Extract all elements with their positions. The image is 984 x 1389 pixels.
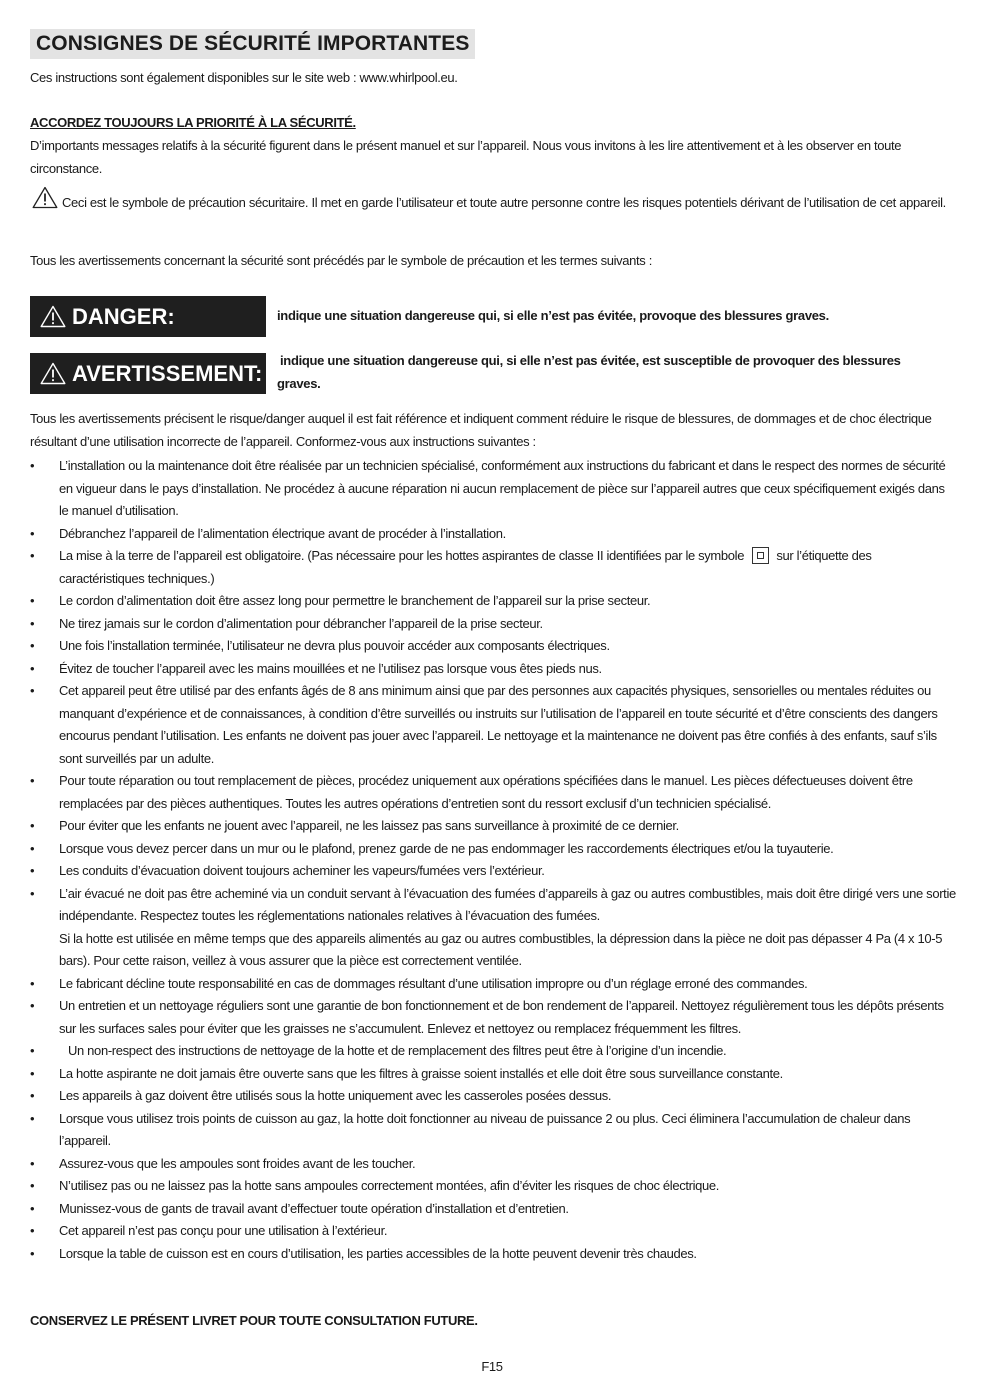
warnings-detail: Tous les avertissements précisent le risque/danger auquel il est fait référence et indiquent comment réduire le risque de blessures, de dommages et de choc électrique résultant d’une utilisation incorrecte de l’appareil. Conformez-vous aux instructions suivantes : — [30, 411, 932, 449]
avertissement-warning-icon — [40, 362, 66, 385]
danger-label-text: DANGER: — [72, 303, 175, 329]
safety-instructions-list — [30, 455, 957, 1265]
avertissement-label-text: AVERTISSEMENT: — [72, 360, 263, 386]
danger-label — [30, 296, 266, 337]
list-item: • Évitez de toucher l’appareil avec les mains mouillées et ne l’utilisez pas lorsque vous êtes pieds nus. — [30, 660, 602, 676]
list-item: • Débranchez l’appareil de l’alimentation électrique avant de procéder à l’installation. — [30, 525, 506, 541]
list-item: • Le cordon d’alimentation doit être assez long pour permettre le branchement de l’appareil sur la prise secteur. — [30, 593, 651, 608]
avertissement-label — [30, 353, 266, 394]
list-item: • Un non-respect des instructions de nettoyage de la hotte et de remplacement des filtres peut être à l’origine d’un incendie. — [30, 1043, 727, 1058]
list-item: • Cet appareil peut être utilisé par des enfants âgés de 8 ans minimum ainsi que par des personnes aux capacités physiques, sensorielles ou mentales réduites ou manquant d’expérience et de connaissances, à condition d’être surveillés ou instruits sur l’utilisation de l’appareil en toute sécurité et d’être conscients des dangers encourus pendant l’utilisation. Les enfants ne doivent pas jouer avec l’appareil. Le nettoyage et la maintenance ne doivent pas être confiés à des enfants, sauf s’ils sont surveillés par un adulte. — [30, 683, 938, 766]
list-item: • Lorsque la table de cuisson est en cours d’utilisation, les parties accessibles de la hotte peuvent devenir très chaudes. — [30, 1245, 697, 1261]
priority-text: D’importants messages relatifs à la sécurité figurent dans le présent manuel et sur l’appareil. Nous vous invitons à les lire attentivement et à les observer en toute circonstance. — [30, 138, 902, 176]
symbol-text: Ceci est le symbole de précaution sécuritaire. Il met en garde l’utilisateur et toute autre personne contre les risques potentiels dérivant de l’utilisation de cet appareil. — [62, 195, 946, 210]
list-item: • Une fois l’installation terminée, l’utilisateur ne devra plus pouvoir accéder aux composants électriques. — [30, 638, 610, 653]
intro-text: Ces instructions sont également disponibles sur le site web : www.whirlpool.eu. — [30, 70, 458, 85]
list-item: • Le fabricant décline toute responsabilité en cas de dommages résultant d’une utilisation impropre ou d’un réglage erroné des commandes. — [30, 975, 808, 991]
class-ii-double-square-icon — [752, 547, 769, 564]
list-item: • Munissez-vous de gants de travail avant d’effectuer toute opération d’installation et d’entretien. — [30, 1200, 569, 1216]
list-item: • La mise à la terre de l’appareil est obligatoire. (Pas nécessaire pour les hottes aspirantes de classe II identifiées par le symbole sur l’étiquette des caractéristiques techniques.) — [30, 548, 872, 586]
list-item: • Lorsque vous utilisez trois points de cuisson au gaz, la hotte doit fonctionner au niveau de puissance 2 ou plus. Ceci éliminera l’accumulation de chaleur dans l’appareil. — [30, 1110, 911, 1148]
avertissement-description: indique une situation dangereuse qui, si elle n’est pas évitée, est susceptible de provoquer des blessures graves. — [277, 353, 901, 391]
list-item: • La hotte aspirante ne doit jamais être ouverte sans que les filtres à graisse soient installés et elle doit être sous surveillance constante. — [30, 1065, 783, 1081]
page-number: F15 — [481, 1359, 503, 1374]
warnings-intro: Tous les avertissements concernant la sécurité sont précédés par le symbole de précaution et les termes suivants : — [30, 253, 652, 268]
list-item: • L’air évacué ne doit pas être acheminé via un conduit servant à l’évacuation des fumées d’appareils à gaz ou autres combustibles, mais doit être dirigé vers une sortie indépendante. Respectez toutes les réglementations nationales relatives à l’évacuation des fumées. Si la hotte est utilisée en même temps que des appareils alimentés au gaz ou autres combustibles, la dépression dans la pièce ne doit pas dépasser 4 Pa (4 x 10-5 bars). Pour cette raison, veillez à vous assurer que la pièce est correctement ventilée. — [30, 885, 956, 968]
list-item: • Un entretien et un nettoyage réguliers sont une garantie de bon fonctionnement et de bon rendement de l’appareil. Nettoyez régulièrement tous les dépôts présents sur les surfaces sales pour éviter que les graisses ne s’accumulent. Enlevez et nettoyez ou remplacez fréquemment les filtres. — [30, 998, 944, 1036]
danger-description: indique une situation dangereuse qui, si elle n’est pas évitée, provoque des blessures graves. — [277, 308, 829, 323]
list-item: • Assurez-vous que les ampoules sont froides avant de les toucher. — [30, 1155, 416, 1171]
priority-heading: ACCORDEZ TOUJOURS LA PRIORITÉ À LA SÉCURITÉ. — [30, 115, 356, 130]
footer-note: CONSERVEZ LE PRÉSENT LIVRET POUR TOUTE CONSULTATION FUTURE. — [30, 1313, 478, 1328]
list-item: • Pour toute réparation ou tout remplacement de pièces, procédez uniquement aux opérations spécifiées dans le manuel. Les pièces défectueuses doivent être remplacées par des pièces authentiques. Toutes les autres opérations d’entretien sont du ressort exclusif d’un technicien spécialisé. — [30, 773, 913, 811]
list-item: • Les appareils à gaz doivent être utilisés sous la hotte uniquement avec les casseroles posées dessus. — [30, 1088, 612, 1103]
list-item: • Lorsque vous devez percer dans un mur ou le plafond, prenez garde de ne pas endommager les raccordements électriques et/ou la tuyauterie. — [30, 840, 834, 856]
list-item: • N’utilisez pas ou ne laissez pas la hotte sans ampoules correctement montées, afin d’éviter les risques de choc électrique. — [30, 1178, 720, 1193]
list-item: • Les conduits d’évacuation doivent toujours acheminer les vapeurs/fumées vers l’extérieur. — [30, 863, 545, 878]
danger-warning-icon — [40, 305, 66, 328]
list-item: • Ne tirez jamais sur le cordon d’alimentation pour débrancher l’appareil de la prise secteur. — [30, 615, 543, 631]
page-title: CONSIGNES DE SÉCURITÉ IMPORTANTES — [30, 29, 475, 59]
list-item: • Cet appareil n’est pas conçu pour une utilisation à l’extérieur. — [30, 1223, 388, 1238]
list-item: • Pour éviter que les enfants ne jouent avec l’appareil, ne les laissez pas sans surveillance à proximité de ce dernier. — [30, 818, 679, 833]
list-item: • L’installation ou la maintenance doit être réalisée par un technicien spécialisé, conformément aux instructions du fabricant et dans le respect des normes de sécurité en vigueur dans le pays d’installation. Ne procédez à aucune réparation ni aucun remplacement de pièce sur l’appareil autres que ceux spécifiquement exigés dans le manuel d’utilisation. — [30, 458, 946, 518]
